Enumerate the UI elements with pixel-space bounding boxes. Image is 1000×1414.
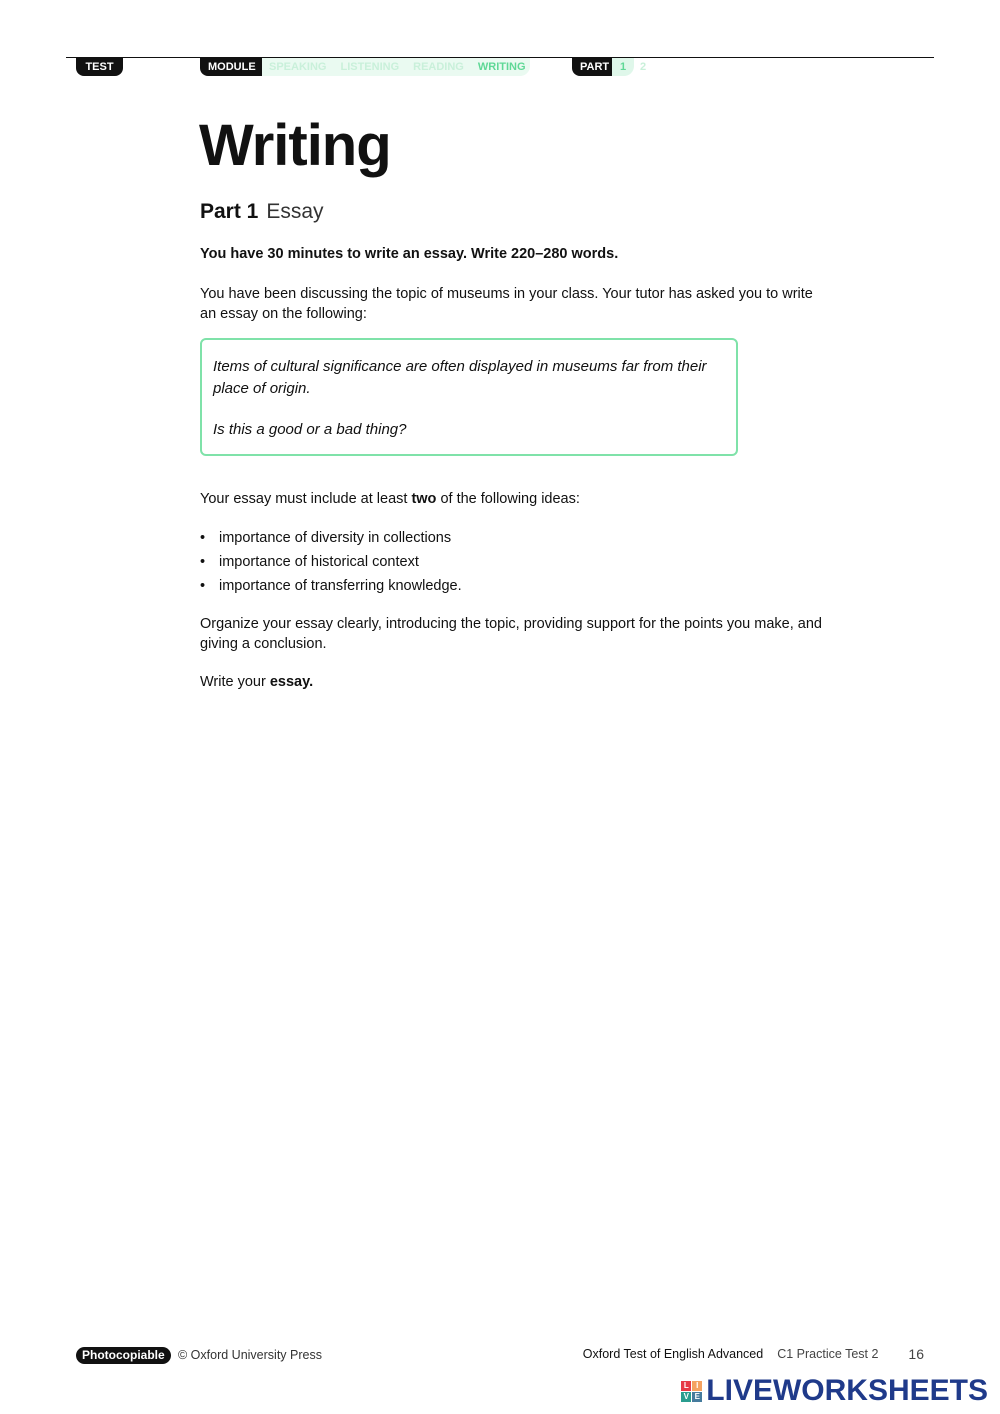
module-nav <box>262 58 530 76</box>
logo-cell: V <box>681 1392 691 1402</box>
module-speaking: SPEAKING <box>269 61 327 73</box>
part-other: 2 <box>640 61 647 73</box>
list-item: • importance of historical context <box>200 552 462 576</box>
part-number: Part 1 <box>200 200 259 223</box>
page-number: 16 <box>908 1346 924 1362</box>
list-item: • importance of transferring knowledge. <box>200 576 462 600</box>
task-text: Write your <box>200 674 266 690</box>
logo-cell: E <box>692 1392 702 1402</box>
logo-cell: L <box>681 1381 691 1391</box>
module-badge: MODULE <box>200 58 262 76</box>
prompt-question: Is this a good or a bad thing? <box>213 421 407 438</box>
organize-paragraph: Organize your essay clearly, introducing the topic, providing support for the points you make, and giving a conclusion. <box>200 616 822 652</box>
liveworksheets-icon <box>681 1381 702 1402</box>
part-badge: PART <box>572 58 612 76</box>
essay-prompt-box <box>200 338 738 456</box>
footer-brand: Oxford Test of English Advanced <box>582 1347 764 1361</box>
photocopiable-badge: Photocopiable <box>76 1347 171 1364</box>
module-writing: WRITING <box>477 61 526 73</box>
ideas-intro <box>200 490 830 510</box>
ideas-intro-emphasis: two <box>411 491 437 507</box>
module-reading: READING <box>413 61 464 73</box>
task-line <box>200 673 830 693</box>
footer-info <box>583 1346 924 1363</box>
ideas-list <box>200 528 462 600</box>
liveworksheets-logo <box>681 1374 988 1408</box>
instruction: You have 30 minutes to write an essay. Write 220–280 words. <box>200 246 619 262</box>
ideas-intro-text-end: of the following ideas: <box>440 491 580 507</box>
task-emphasis: essay. <box>269 674 314 690</box>
page-title: Writing <box>199 113 391 178</box>
module-listening: LISTENING <box>340 61 400 73</box>
part-heading <box>200 200 324 224</box>
liveworksheets-text: LIVEWORKSHEETS <box>706 1374 988 1407</box>
prompt-statement: Items of cultural significance are often displayed in museums far from their place of origin. <box>213 358 707 397</box>
part-type: Essay <box>266 200 324 223</box>
footer-subtitle: C1 Practice Test 2 <box>777 1347 879 1361</box>
logo-cell: I <box>692 1381 702 1391</box>
ideas-intro-text: Your essay must include at least <box>200 491 408 507</box>
test-badge: TEST 2 <box>76 58 123 76</box>
part-active: 1 <box>612 58 634 76</box>
context-paragraph: You have been discussing the topic of museums in your class. Your tutor has asked you to write an essay on the following: <box>200 286 813 322</box>
copyright: © Oxford University Press <box>178 1348 322 1362</box>
list-item: • importance of diversity in collections <box>200 528 462 552</box>
